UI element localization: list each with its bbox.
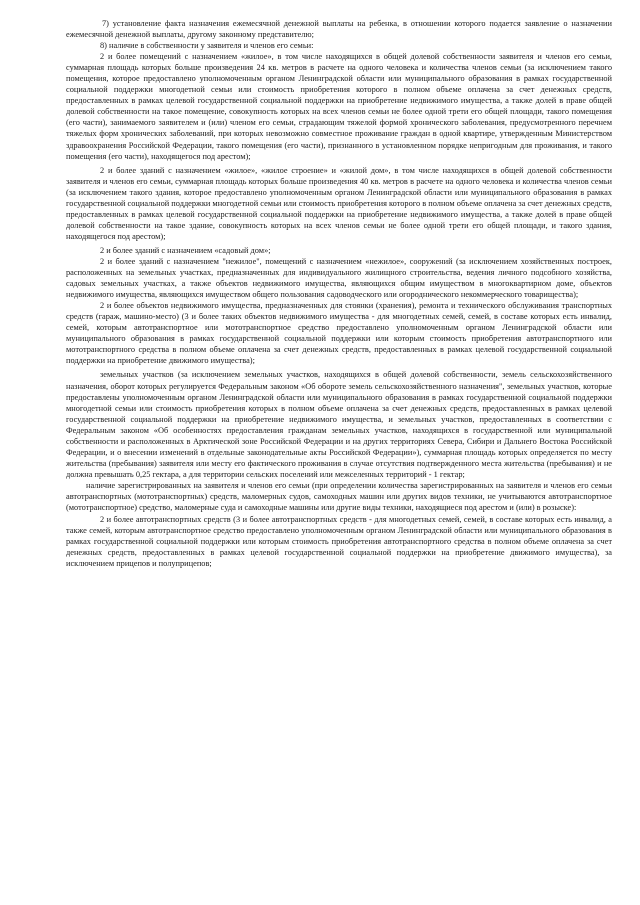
paragraph-item-7: 7) установление факта назначения ежемесячной денежной выплаты на ребенка, в отношении которого подается заявление о назначении ежемесячной денежной выплаты, другому законному представителю;: [66, 19, 612, 40]
paragraph-non-residential: 2 и более зданий с назначением "нежилое", помещений с назначением «нежилое», сооружений (за исключением хозяйственных построек, расположенных на земельных участках, предназначенных для индивидуального жилищного строительства, ведения личного подсобного хозяйства, садовых земельных участках, а также объектов недвижимого имущества, являющихся общим имуществом в многоквартирном доме, объектов недвижимого имущества, являющихся имуществом общего пользования садоводческого или огороднического некоммерческого товарищества);: [66, 256, 612, 300]
paragraph-land-plots: земельных участков (за исключением земельных участков, находящихся в общей долевой собственности, земель сельскохозяйственного назначения, оборот которых регулируется Федеральным законом «Об обороте земель сельскохозяйственного назначения", земельных участков, которые предоставлены уполномоченным органом Ленинградской области или муниципального образования в рамках государственной социальной поддержки многодетной семьи или стоимость приобретения которых в полном объеме оплачена за счет денежных средств, предоставленных в рамках целевой государственной социальной поддержки на приобретение недвижимого имущества, и земельных участков, предоставленных в соответствии с Федеральным законом «Об особенностях предоставления гражданам земельных участков, находящихся в государственной или муниципальной собственности и расположенных в Арктической зоне Российской Федерации и на других территориях Севера, Сибири и Дальнего Востока Российской Федерации, и о внесении изменений в отдельные законодательные акты Российской Федерации»), суммарная площадь которых определяется по месту жительства (пребывания) заявителя или месту его фактического проживания в случае отсутствия подтвержденного места жительства (пребывания) и не должна превышать 0,25 гектара, а для территории сельских поселений или межселенных территорий - 1 гектар;: [66, 370, 612, 479]
paragraph-registered-vehicles: наличие зарегистрированных на заявителя и членов его семьи (при определении количества зарегистрированных на заявителя и членов его семьи автотранспортных (мототранспортных) средств, маломерных судов, самоходных машин или других видов техники, не учитываются автотранспортное (мототранспортное) средство, маломерные суда и самоходные машины или другие виды техники, находящиеся под арестом и (или) в розыске):: [66, 480, 612, 513]
paragraph-parking-objects: 2 и более объектов недвижимого имущества, предназначенных для стоянки (хранения), ремонта и технического обслуживания транспортных средств (гараж, машино-место) (3 и более таких объектов недвижимого имущества - для многодетных семей, семей, в составе которых есть инвалид, семей, которым автотранспортное или мототранспортное средство предоставлено уполномоченным органом Ленинградской области или муниципального образования в рамках государственной социальной поддержки или которым стоимость приобретения автотранспортного или мототранспортного средства в полном объеме оплачена за счет денежных средств, предоставленных в рамках целевой государственной социальной поддержки на приобретение движимого имущества);: [66, 301, 612, 366]
paragraph-residential-premises: 2 и более помещений с назначением «жилое», в том числе находящихся в общей долевой собственности заявителя и членов его семьи, суммарная площадь которых больше произведения 24 кв. метров в расчете на одного человека и количества членов семьи (за исключением такого помещения, которое предоставлено уполномоченным органом Ленинградской области или муниципального образования в рамках государственной социальной поддержки многодетной семьи или стоимость приобретения которого в полном объеме оплачена за счет денежных средств, предоставленных в рамках целевой государственной социальной поддержки на приобретение недвижимого имущества, а также долей в праве общей долевой собственности на такое помещение, совокупность которых на всех членов семьи не более одной трети его общей площади, такого помещения (его части), занимаемого заявителем и (или) членом его семьи, страдающим тяжелой формой хронического заболевания, предусмотренного перечнем тяжелых форм хронических заболеваний, при которых невозможно совместное проживание граждан в одной квартире, утвержденным Министерством здравоохранения Российской Федерации, такого помещения (его части), признанного в установленном порядке непригодным для проживания, и такого помещения (его части), находящегося под арестом);: [66, 52, 612, 161]
paragraph-item-8: 8) наличие в собственности у заявителя и членов его семьи:: [100, 41, 314, 51]
paragraph-motor-vehicles: 2 и более автотранспортных средств (3 и более автотранспортных средств - для многодетных семей, семей, в составе которых есть инвалид, а также семей, которым автотранспортное средство предоставлено уполномоченным органом Ленинградской области или муниципального образования в рамках государственной социальной поддержки или которым стоимость приобретения автотранспортного средства в полном объеме оплачена за счет денежных средств, предоставленных в рамках целевой государственной социальной поддержки на приобретение движимого имущества), за исключением прицепов и полуприцепов;: [66, 515, 612, 569]
paragraph-garden-houses: 2 и более зданий с назначением «садовый дом»;: [100, 245, 271, 255]
paragraph-residential-buildings: 2 и более зданий с назначением «жилое», «жилое строение» и «жилой дом», в том числе находящихся в общей долевой собственности заявителя и членов его семьи, суммарная площадь которых больше произведения 40 кв. метров в расчете на одного человека и количества членов семьи (за исключением такого здания, которое предоставлено уполномоченным органом Ленинградской области или муниципального образования в рамках государственной социальной поддержки многодетной семьи или стоимость приобретения которого в полном объеме оплачена за счет денежных средств, предоставленных в рамках целевой государственной социальной поддержки на приобретение недвижимого имущества, а также долей в праве общей долевой собственности на такое здание, совокупность которых на всех членов семьи не более одной трети его общей площади, и такого здания, находящегося под арестом);: [66, 165, 612, 241]
